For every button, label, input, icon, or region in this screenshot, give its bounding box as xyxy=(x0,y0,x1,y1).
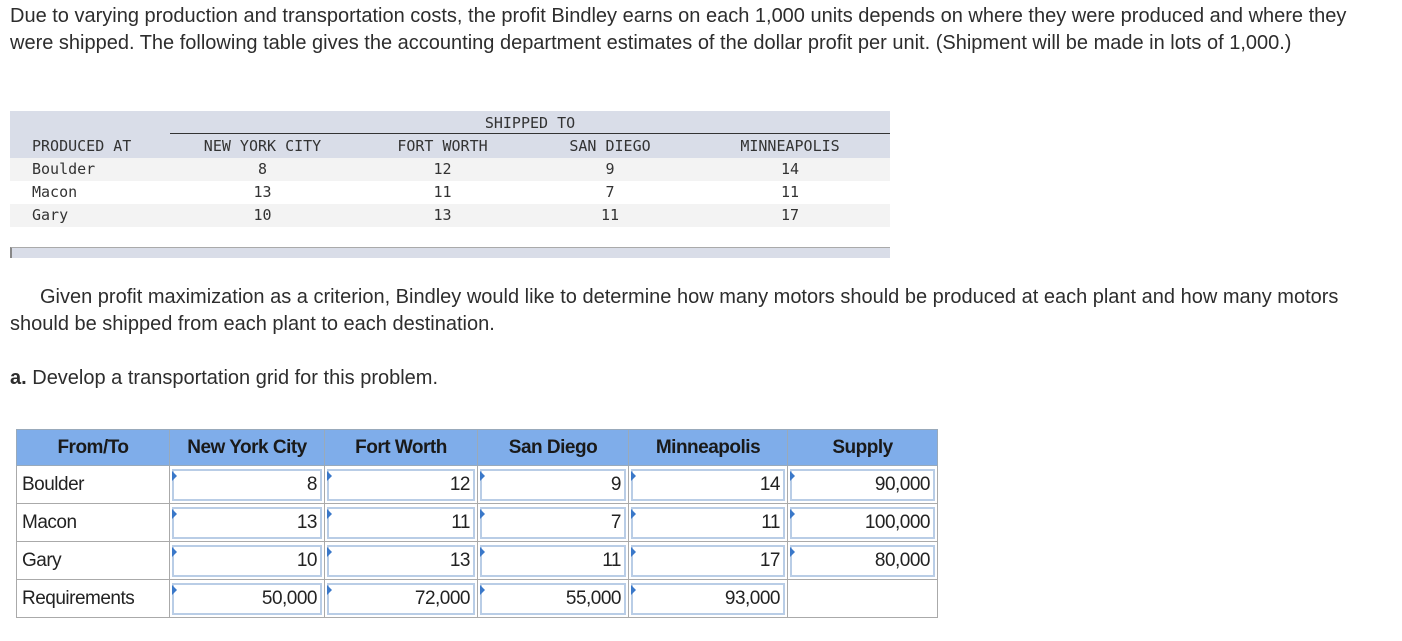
grid-input[interactable]: 80,000 xyxy=(790,545,935,577)
grid-row xyxy=(17,504,938,542)
grid-cell xyxy=(325,580,478,618)
row-label: Gary xyxy=(17,542,170,580)
grid-input[interactable]: 55,000 xyxy=(480,583,626,615)
profit-table xyxy=(10,111,890,258)
profit-cell: 8 xyxy=(257,160,268,178)
grid-row xyxy=(17,580,938,618)
plant-name: Macon xyxy=(32,183,78,201)
grid-col-header: San Diego xyxy=(478,430,629,466)
row-label: Boulder xyxy=(17,466,170,504)
grid-col-header: Minneapolis xyxy=(629,430,788,466)
profit-cell: 9 xyxy=(605,160,615,178)
grid-cell xyxy=(325,542,478,580)
grid-cell xyxy=(478,542,629,580)
grid-cell xyxy=(170,504,325,542)
grid-col-header: New York City xyxy=(170,430,325,466)
row-label: Macon xyxy=(17,504,170,542)
grid-input[interactable]: 50,000 xyxy=(172,583,322,615)
profit-cell: 13 xyxy=(253,183,272,201)
grid-cell xyxy=(478,466,629,504)
col-header: SAN DIEGO xyxy=(569,137,651,155)
table-footer xyxy=(10,247,890,258)
given-text: Given profit maximization as a criterion, Bindley would like to determine how many motors should be produced at each plant and how many motors should be shipped from each plant to each destination. xyxy=(10,286,1339,335)
profit-cell: 11 xyxy=(780,183,800,201)
grid-input[interactable]: 11 xyxy=(631,507,785,539)
row-label: Requirements xyxy=(17,580,170,618)
grid-cell xyxy=(170,580,325,618)
grid-input[interactable]: 100,000 xyxy=(790,507,935,539)
table-row xyxy=(10,181,890,204)
plant-name: Boulder xyxy=(32,160,96,178)
grid-cell xyxy=(629,504,788,542)
table-row xyxy=(10,158,890,181)
grid-cell xyxy=(629,466,788,504)
col-header: MINNEAPOLIS xyxy=(740,137,840,155)
grid-input[interactable]: 72,000 xyxy=(327,583,475,615)
grid-cell xyxy=(170,466,325,504)
shipped-to-header: SHIPPED TO xyxy=(170,111,890,134)
grid-input[interactable]: 13 xyxy=(327,545,475,577)
grid-input[interactable]: 90,000 xyxy=(790,469,935,501)
grid-col-header: From/To xyxy=(17,430,170,466)
part-text: Develop a transportation grid for this problem. xyxy=(26,367,439,389)
plant-name: Gary xyxy=(32,206,69,224)
grid-cell xyxy=(629,542,788,580)
profit-cell: 11 xyxy=(600,206,620,224)
grid-input[interactable]: 93,000 xyxy=(631,583,785,615)
grid-cell xyxy=(170,542,325,580)
grid-input[interactable]: 8 xyxy=(172,469,322,501)
col-header: NEW YORK CITY xyxy=(203,137,322,155)
grid-input[interactable]: 7 xyxy=(480,507,626,539)
grid-input[interactable]: 11 xyxy=(327,507,475,539)
grid-input[interactable]: 13 xyxy=(172,507,322,539)
part-label: a. xyxy=(10,367,27,389)
grid-input[interactable]: 11 xyxy=(480,545,626,577)
grid-row xyxy=(17,466,938,504)
grid-cell xyxy=(478,580,629,618)
grid-cell xyxy=(788,466,938,504)
transportation-grid xyxy=(16,429,938,618)
grid-input[interactable]: 12 xyxy=(327,469,475,501)
profit-cell: 7 xyxy=(605,183,615,201)
profit-cell: 13 xyxy=(433,206,452,224)
grid-cell xyxy=(788,504,938,542)
grid-cell xyxy=(325,466,478,504)
table-row xyxy=(10,204,890,227)
grid-input[interactable]: 10 xyxy=(172,545,322,577)
col-header: PRODUCED AT xyxy=(32,137,132,155)
profit-cell: 11 xyxy=(433,183,452,201)
col-header: FORT WORTH xyxy=(397,137,488,155)
part-a-prompt xyxy=(10,365,438,392)
grid-col-header: Supply xyxy=(788,430,938,466)
profit-cell: 17 xyxy=(780,206,800,224)
grid-cell xyxy=(478,504,629,542)
grid-input[interactable]: 14 xyxy=(631,469,785,501)
grid-cell xyxy=(788,542,938,580)
grid-row xyxy=(17,542,938,580)
grid-cell xyxy=(325,504,478,542)
grid-input[interactable]: 17 xyxy=(631,545,785,577)
profit-cell: 14 xyxy=(780,160,800,178)
grid-cell xyxy=(629,580,788,618)
grid-col-header: Fort Worth xyxy=(325,430,478,466)
profit-cell: 12 xyxy=(433,160,452,178)
empty-cell xyxy=(788,580,938,618)
grid-input[interactable]: 9 xyxy=(480,469,626,501)
profit-cell: 10 xyxy=(253,206,272,224)
intro-text: Due to varying production and transportation costs, the profit Bindley earns on each 1,000 units depends on where they were produced and where they were shipped. The following table gives the accounting department estimates of the dollar profit per unit. (Shipment will be made in lots of 1,000.) xyxy=(10,5,1347,54)
